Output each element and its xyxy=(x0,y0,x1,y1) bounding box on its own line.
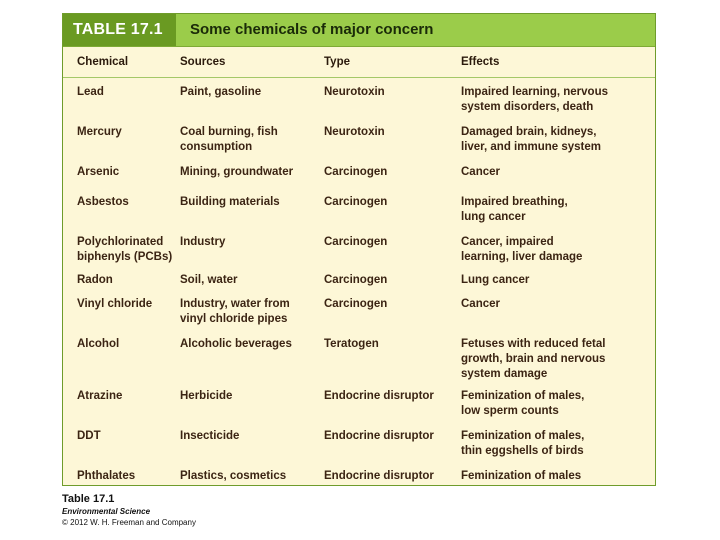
cell-sources: Building materials xyxy=(180,195,280,208)
cell-type: Endocrine disruptor xyxy=(324,469,434,482)
table-row xyxy=(63,462,656,486)
cell-sources: Soil, water xyxy=(180,273,238,286)
table-row xyxy=(63,330,656,382)
figure-caption xyxy=(62,493,196,528)
table-title: Some chemicals of major concern xyxy=(190,21,434,38)
cell-chemical: Arsenic xyxy=(77,165,120,178)
cell-effects: Feminization of males, thin eggshells of birds xyxy=(461,429,585,457)
table-body xyxy=(63,78,656,486)
cell-chemical: Vinyl chloride xyxy=(77,297,153,310)
cell-type: Carcinogen xyxy=(324,297,388,310)
column-header-chemical: Chemical xyxy=(63,47,180,78)
cell-effects: Feminization of males xyxy=(461,469,582,482)
cell-chemical: DDT xyxy=(77,429,101,442)
table-row xyxy=(63,78,656,118)
cell-type: Endocrine disruptor xyxy=(324,429,434,442)
cell-type: Neurotoxin xyxy=(324,125,385,138)
cell-effects: Impaired breathing, lung cancer xyxy=(461,195,568,223)
table-figure xyxy=(62,13,656,486)
caption-book-title: Environmental Science xyxy=(62,507,151,516)
cell-effects: Fetuses with reduced fetal growth, brain and nervous system damage xyxy=(461,337,606,380)
cell-type: Carcinogen xyxy=(324,195,388,208)
column-header-effects: Effects xyxy=(461,47,656,78)
column-header-sources: Sources xyxy=(180,47,324,78)
chemicals-table xyxy=(63,47,656,486)
cell-chemical: Polychlorinated biphenyls (PCBs) xyxy=(77,235,173,263)
table-row xyxy=(63,118,656,158)
cell-type: Teratogen xyxy=(324,337,379,350)
table-row xyxy=(63,158,656,188)
cell-effects: Cancer, impaired learning, liver damage xyxy=(461,235,583,263)
table-row xyxy=(63,382,656,422)
cell-effects: Impaired learning, nervous system disorders, death xyxy=(461,86,608,113)
cell-chemical: Radon xyxy=(77,273,113,286)
cell-sources: Mining, groundwater xyxy=(180,165,294,178)
cell-chemical: Phthalates xyxy=(77,469,136,482)
cell-sources: Plastics, cosmetics xyxy=(180,469,287,482)
cell-effects: Feminization of males, low sperm counts xyxy=(461,389,585,417)
column-header-type: Type xyxy=(324,47,461,78)
cell-chemical: Alcohol xyxy=(77,337,120,350)
cell-chemical: Atrazine xyxy=(77,389,123,402)
cell-type: Carcinogen xyxy=(324,165,388,178)
cell-chemical: Asbestos xyxy=(77,195,129,208)
table-row xyxy=(63,290,656,330)
cell-sources: Coal burning, fish consumption xyxy=(180,125,278,153)
header-row xyxy=(63,47,656,78)
cell-type: Endocrine disruptor xyxy=(324,389,434,402)
cell-chemical: Mercury xyxy=(77,125,122,138)
table-number-label: TABLE 17.1 xyxy=(63,14,176,46)
cell-sources: Industry xyxy=(180,235,226,248)
caption-title: Table 17.1 xyxy=(62,493,115,505)
cell-effects: Cancer xyxy=(461,297,500,310)
cell-sources: Industry, water from vinyl chloride pipes xyxy=(180,297,290,325)
cell-effects: Lung cancer xyxy=(461,273,530,286)
cell-type: Carcinogen xyxy=(324,273,388,286)
cell-sources: Paint, gasoline xyxy=(180,86,262,98)
cell-effects: Damaged brain, kidneys, liver, and immune system xyxy=(461,125,601,153)
cell-chemical: Lead xyxy=(77,86,104,98)
table-row xyxy=(63,422,656,462)
table-row xyxy=(63,228,656,266)
cell-sources: Herbicide xyxy=(180,389,233,402)
table-row xyxy=(63,266,656,290)
table-row xyxy=(63,188,656,228)
table-title-bar xyxy=(63,14,655,47)
cell-sources: Alcoholic beverages xyxy=(180,337,292,350)
cell-sources: Insecticide xyxy=(180,429,240,442)
cell-effects: Cancer xyxy=(461,165,500,178)
cell-type: Neurotoxin xyxy=(324,86,385,98)
caption-copyright: © 2012 W. H. Freeman and Company xyxy=(62,518,196,527)
cell-type: Carcinogen xyxy=(324,235,388,248)
